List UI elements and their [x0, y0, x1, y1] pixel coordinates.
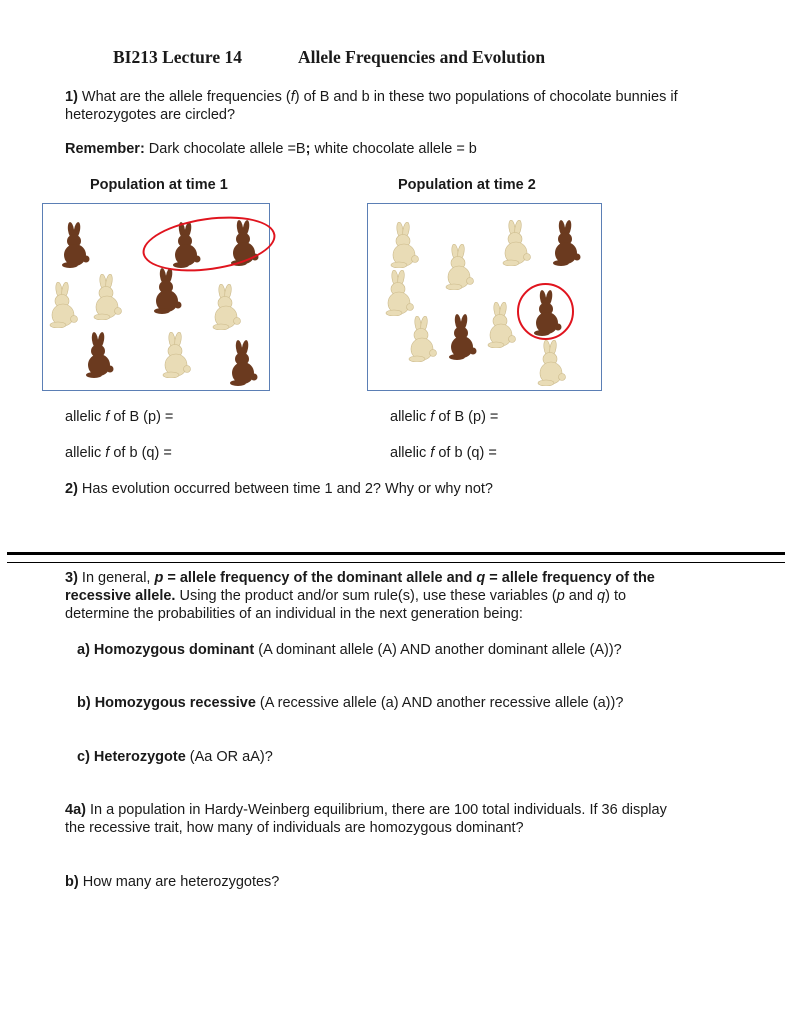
allelic-f-b-time2 [390, 444, 497, 463]
question-4a-number: 4a) [65, 802, 86, 818]
question-2 [65, 480, 493, 499]
question-4a [65, 801, 667, 820]
allelic-f-q-time2-prefix: allelic [390, 445, 431, 461]
allelic-f-b-time1-italic: f [105, 409, 110, 425]
question-3c [77, 748, 273, 767]
white-chocolate-bunny-icon [158, 332, 194, 378]
remember-semicolon: ; [305, 141, 311, 157]
remember-text-2: white chocolate allele = b [310, 141, 477, 157]
population-time1-title: Population at time 1 [90, 177, 228, 193]
allelic-f-b-time2-suffix: of B (p) = [434, 409, 499, 425]
question-3-p2-symbol: p [556, 588, 565, 604]
question-1-text-b: ) of B and b in these two populations of chocolate bunnies if [294, 89, 678, 105]
allelic-f-b-time1-suffix: of B (p) = [109, 409, 174, 425]
question-3-text-5: Using the product and/or sum rule(s), use these variables ( [175, 588, 557, 604]
question-3a-label: a) Homozygous dominant [77, 642, 255, 658]
question-4b-text: How many are heterozygotes? [78, 874, 280, 890]
question-3b [77, 694, 623, 713]
divider-thick [7, 552, 785, 555]
question-4a-line2: the recessive trait, how many of individuals are homozygous dominant? [65, 820, 524, 836]
allelic-f-q-time1-suffix: of b (q) = [109, 445, 172, 461]
remember-note [65, 140, 477, 159]
question-3-text-6: and [564, 588, 598, 604]
allelic-f-b-time2-italic: f [430, 409, 435, 425]
allelic-f-b-time1-prefix: allelic [65, 409, 106, 425]
white-chocolate-bunny-icon [498, 220, 534, 266]
question-3 [65, 569, 655, 588]
population-time2-panel [367, 203, 602, 391]
white-chocolate-bunny-icon [441, 244, 477, 290]
allelic-f-q-time2-suffix: of b (q) = [434, 445, 497, 461]
white-chocolate-bunny-icon [208, 284, 244, 330]
question-1 [65, 88, 678, 107]
course-title: BI213 Lecture 14 [113, 47, 242, 67]
dark-chocolate-bunny-icon [81, 332, 117, 378]
question-1-number: 1) [65, 89, 78, 105]
question-3a-text: (A dominant allele (A) AND another dominant allele (A))? [254, 642, 622, 658]
allelic-f-q-time2-italic: f [430, 445, 435, 461]
question-3a [77, 641, 622, 660]
question-3-line3: determine the probabilities of an individual in the next generation being: [65, 606, 523, 622]
dark-chocolate-bunny-icon [444, 314, 480, 360]
dark-chocolate-bunny-icon [548, 220, 584, 266]
white-chocolate-bunny-icon [45, 282, 81, 328]
question-3-text-2: = allele frequency of the dominant allele and [163, 570, 477, 586]
remember-text-1: Dark chocolate allele =B [144, 141, 306, 157]
question-3c-text: (Aa OR aA)? [185, 749, 273, 765]
white-chocolate-bunny-icon [404, 316, 440, 362]
allelic-f-q-time1-prefix: allelic [65, 445, 106, 461]
question-3-text-3: = allele frequency of the [485, 570, 655, 586]
question-1-line2: heterozygotes are circled? [65, 107, 236, 123]
dark-chocolate-bunny-icon [225, 340, 261, 386]
question-2-text: Has evolution occurred between time 1 and 2? Why or why not? [77, 481, 493, 497]
question-3b-label: b) Homozygous recessive [77, 695, 256, 711]
white-chocolate-bunny-icon [386, 222, 422, 268]
question-3-number: 3) [65, 570, 78, 586]
allelic-f-B-time2 [390, 408, 498, 427]
question-3-text-1: In general, [77, 570, 155, 586]
question-4a-text: In a population in Hardy-Weinberg equilibrium, there are 100 total individuals. If 36 display [85, 802, 667, 818]
question-3-p-symbol: p [154, 570, 164, 586]
question-3c-label: c) Heterozygote [77, 749, 186, 765]
white-chocolate-bunny-icon [381, 270, 417, 316]
allelic-f-b-time2-prefix: allelic [390, 409, 431, 425]
question-3b-text: (A recessive allele (a) AND another recessive allele (a))? [255, 695, 624, 711]
question-3-q2-symbol: q [597, 588, 606, 604]
allelic-f-q-time1-italic: f [105, 445, 110, 461]
heterozygote-circle [517, 283, 574, 340]
question-4b-number: b) [65, 874, 79, 890]
dark-chocolate-bunny-icon [149, 268, 185, 314]
population-time1-panel [42, 203, 270, 391]
remember-label: Remember: [65, 141, 145, 157]
question-3-q-symbol: q [476, 570, 486, 586]
divider-thin [7, 562, 785, 563]
lecture-title: Allele Frequencies and Evolution [298, 47, 546, 67]
dark-chocolate-bunny-icon [57, 222, 93, 268]
allelic-f-B-time1 [65, 408, 173, 427]
white-chocolate-bunny-icon [533, 340, 569, 386]
question-3-text-4: recessive allele. [65, 588, 176, 604]
allelic-f-b-time1 [65, 444, 172, 463]
question-2-number: 2) [65, 481, 78, 497]
question-4b [65, 873, 279, 892]
question-1-text: What are the allele frequencies ( [77, 89, 291, 105]
white-chocolate-bunny-icon [89, 274, 125, 320]
population-time2-title: Population at time 2 [398, 177, 536, 193]
f-symbol: f [290, 89, 295, 105]
question-3-text-7: ) to [605, 588, 627, 604]
white-chocolate-bunny-icon [483, 302, 519, 348]
question-3-line2 [65, 587, 626, 606]
